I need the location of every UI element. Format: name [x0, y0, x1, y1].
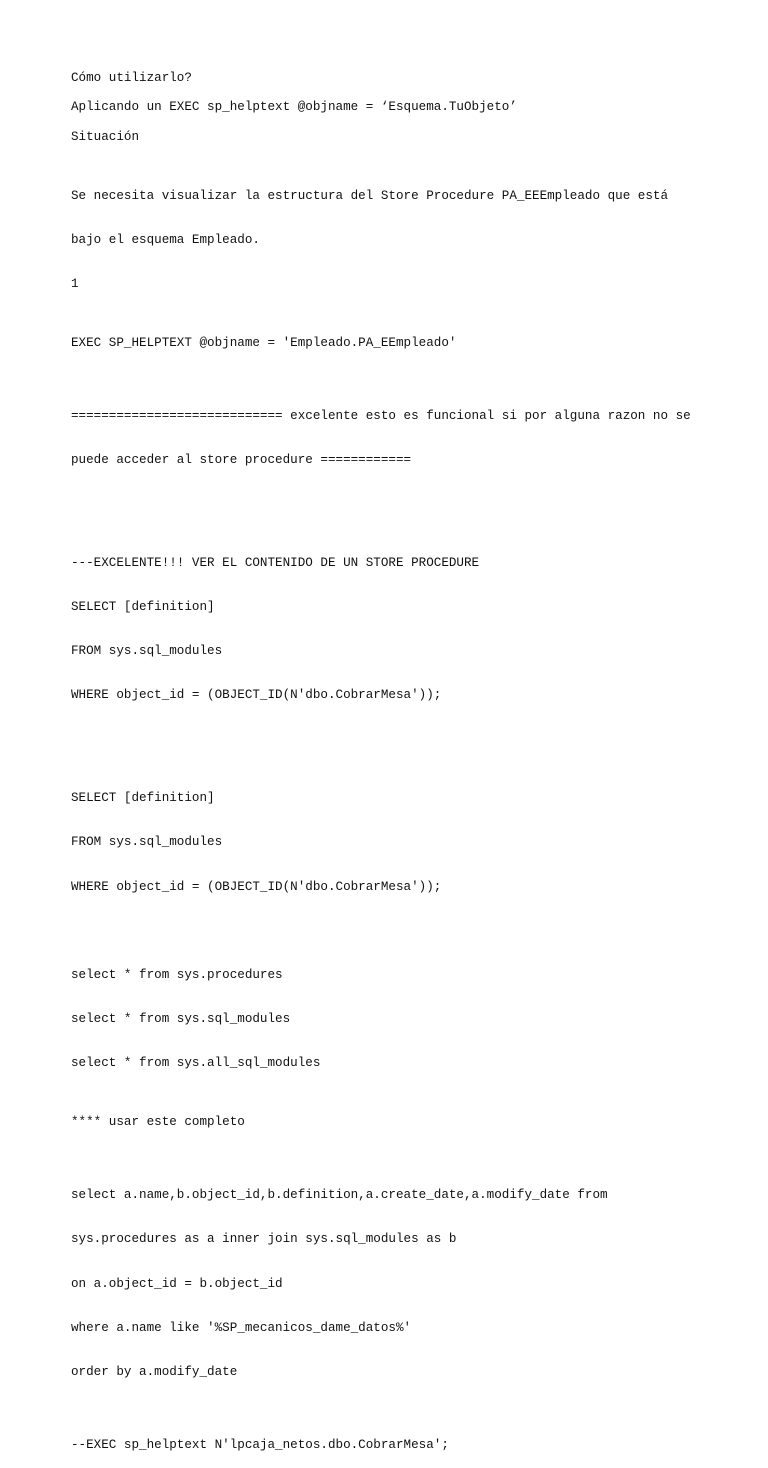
- heading: Cómo utilizarlo?: [71, 71, 192, 85]
- code-line: select * from sys.procedures: [71, 967, 283, 982]
- situation-label: Situación: [71, 129, 140, 144]
- usage-line: Aplicando un EXEC sp_helptext @objname = ‘Esquema.TuObjeto’: [71, 100, 517, 115]
- note: [71, 380, 711, 498]
- query-block-2: [71, 762, 711, 924]
- situation-text: [71, 159, 711, 321]
- complete-label: **** usar este completo: [71, 1114, 245, 1129]
- code-line: SELECT [definition]: [71, 791, 215, 806]
- query-block-4: [71, 1159, 711, 1409]
- code-line: on a.object_id = b.object_id: [71, 1276, 283, 1291]
- code-line: FROM sys.sql_modules: [71, 644, 223, 659]
- code-line: WHERE object_id = (OBJECT_ID(N'dbo.CobrarMesa'));: [71, 879, 442, 894]
- query-block-3: [71, 938, 711, 1100]
- query-block-1: [71, 527, 711, 733]
- code-line: where a.name like '%SP_mecanicos_dame_datos%': [71, 1320, 412, 1335]
- situation-line: Se necesita visualizar la estructura del Store Procedure PA_EEEmpleado que está: [71, 188, 669, 203]
- code-line: WHERE object_id = (OBJECT_ID(N'dbo.CobrarMesa'));: [71, 688, 442, 703]
- situation-line: bajo el esquema Empleado.: [71, 232, 260, 247]
- code-line: select * from sys.sql_modules: [71, 1011, 291, 1026]
- code-line: FROM sys.sql_modules: [71, 835, 223, 850]
- final-exec: --EXEC sp_helptext N'lpcaja_netos.dbo.CobrarMesa';: [71, 1438, 449, 1453]
- code-line: sys.procedures as a inner join sys.sql_modules as b: [71, 1232, 457, 1247]
- code-line: select a.name,b.object_id,b.definition,a.create_date,a.modify_date from: [71, 1188, 608, 1203]
- code-line: order by a.modify_date: [71, 1364, 238, 1379]
- code-line: select * from sys.all_sql_modules: [71, 1055, 321, 1070]
- code-line: SELECT [definition]: [71, 600, 215, 615]
- exec-example: EXEC SP_HELPTEXT @objname = 'Empleado.PA_EEmpleado': [71, 335, 457, 350]
- document-page: [71, 71, 711, 1468]
- code-line: ---EXCELENTE!!! VER EL CONTENIDO DE UN STORE PROCEDURE: [71, 556, 480, 571]
- note-line: puede acceder al store procedure ============: [71, 453, 412, 468]
- situation-line: 1: [71, 276, 79, 291]
- note-line: ============================ excelente esto es funcional si por alguna razon no se: [71, 409, 691, 424]
